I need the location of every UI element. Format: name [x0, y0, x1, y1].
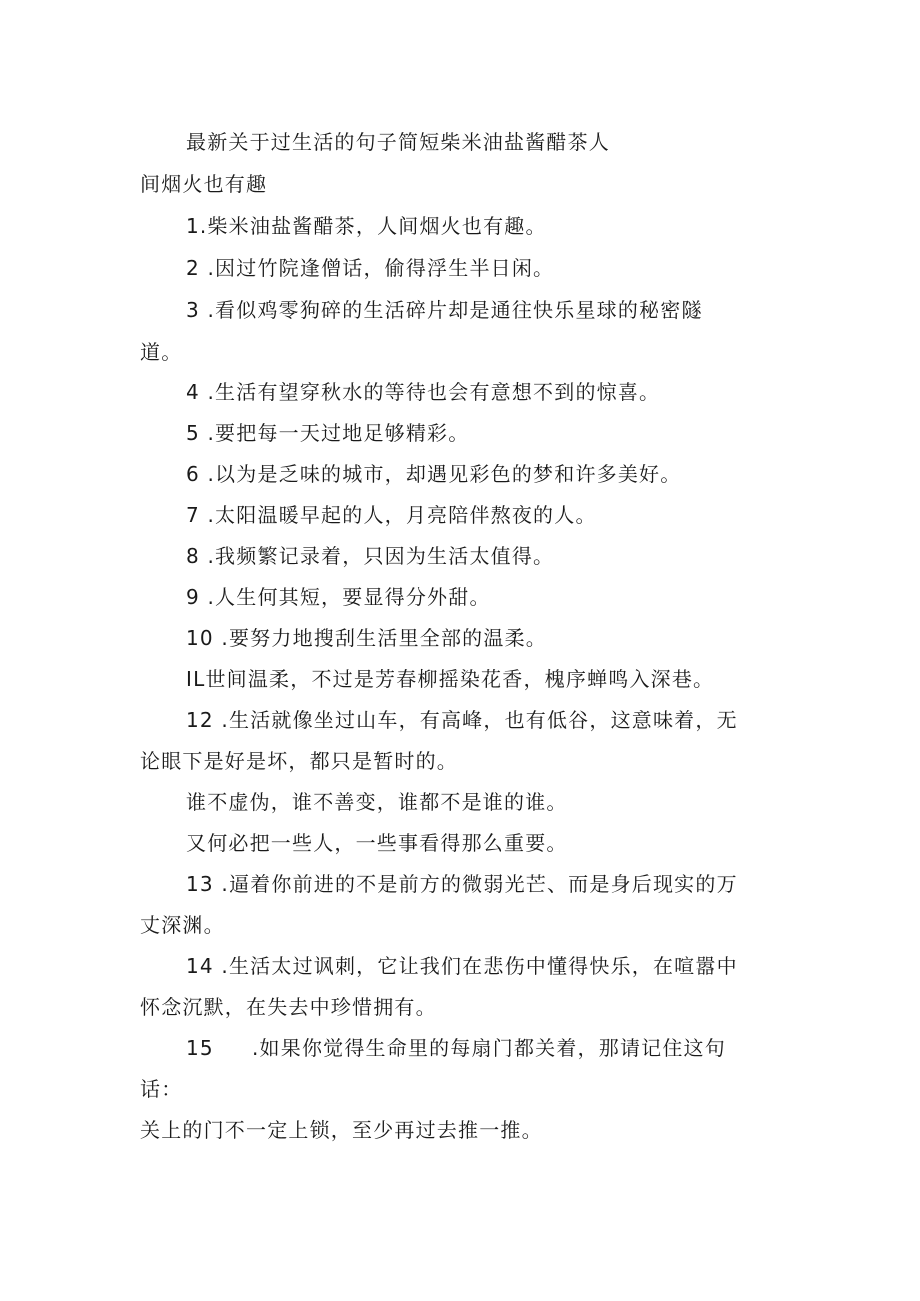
paragraph-line: 2 .因过竹院逢僧话，偷得浮生半日闲。 — [186, 256, 555, 280]
paragraph-line: .如果你觉得生命里的每扇门都关着，那请记住这句 — [252, 1036, 726, 1060]
paragraph-line: 又何必把一些人，一些事看得那么重要。 — [186, 831, 568, 855]
paragraph-line: 关上的门不一定上锁，至少再过去推一推。 — [140, 1118, 543, 1142]
paragraph-line: 5 .要把每一天过地足够精彩。 — [186, 421, 470, 445]
paragraph-line: 4 .生活有望穿秋水的等待也会有意想不到的惊喜。 — [186, 380, 661, 404]
paragraph-line: 3 .看似鸡零狗碎的生活碎片却是通往快乐星球的秘密隧 — [186, 298, 703, 322]
paragraph-line: IL世间温柔，不过是芳春柳摇染花香，槐序蝉鸣入深巷。 — [186, 667, 715, 691]
paragraph-line: 道。 — [140, 340, 183, 364]
paragraph-line: 论眼下是好是坏，都只是暂时的。 — [140, 749, 458, 773]
paragraph-line: 13 .逼着你前进的不是前方的微弱光芒、而是身后现实的万 — [186, 872, 738, 896]
document-title-line-2: 间烟火也有趣 — [140, 172, 268, 196]
paragraph-line: 1.柴米油盐酱醋茶，人间烟火也有趣。 — [186, 214, 547, 238]
paragraph-line: 12 .生活就像坐过山车，有高峰，也有低谷，这意味着，无 — [186, 708, 738, 732]
paragraph-line: 10 .要努力地搜刮生活里全部的温柔。 — [186, 626, 547, 650]
paragraph-line: 6 .以为是乏味的城市，却遇见彩色的梦和许多美好。 — [186, 462, 682, 486]
paragraph-line-number: 15 — [186, 1036, 214, 1060]
paragraph-line: 谁不虚伪，谁不善变，谁都不是谁的谁。 — [186, 790, 568, 814]
paragraph-line: 丈深渊。 — [140, 913, 225, 937]
paragraph-line: 怀念沉默，在失去中珍惜拥有。 — [140, 995, 437, 1019]
document-title-line-1: 最新关于过生活的句子简短柴米油盐酱醋茶人 — [186, 130, 610, 154]
paragraph-line: 8 .我频繁记录着，只因为生活太值得。 — [186, 544, 555, 568]
paragraph-line: 9 .人生何其短，要显得分外甜。 — [186, 585, 491, 609]
paragraph-line: 7 .太阳温暖早起的人，月亮陪伴熬夜的人。 — [186, 503, 597, 527]
paragraph-line: 14 .生活太过讽刺，它让我们在悲伤中懂得快乐，在喧嚣中 — [186, 954, 738, 978]
paragraph-line: 话： — [140, 1077, 183, 1101]
